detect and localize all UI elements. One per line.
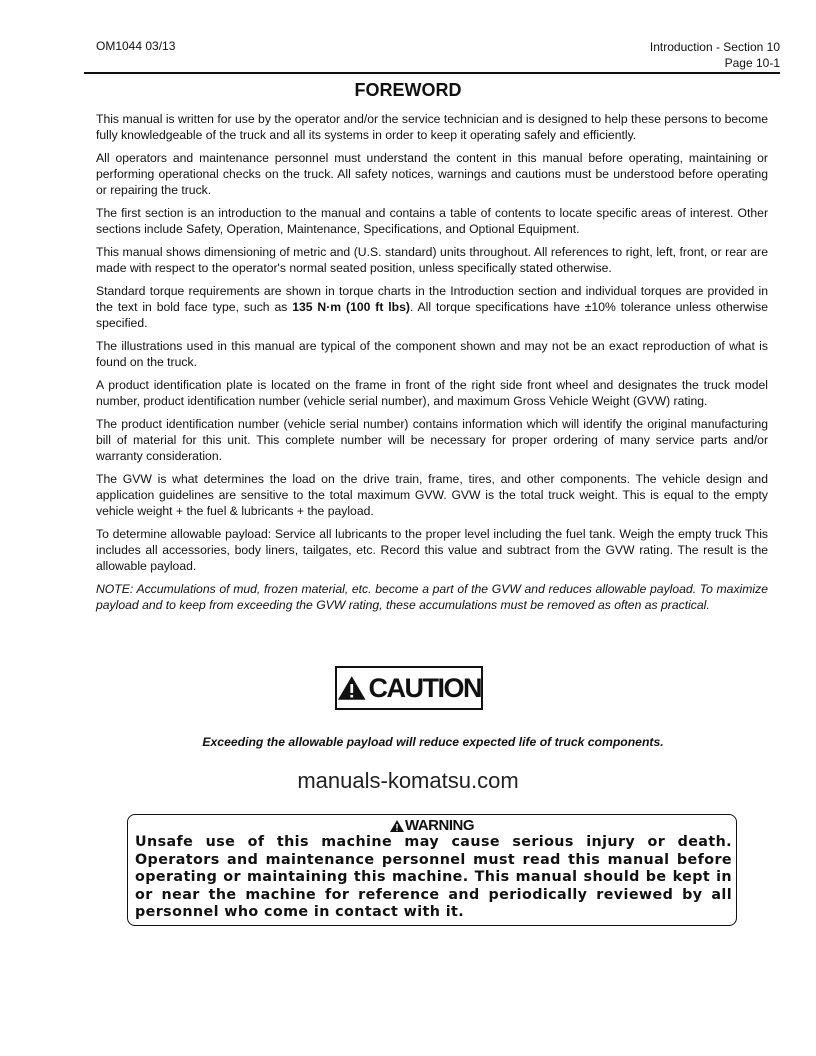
paragraph: The first section is an introduction to the manual and contains a table of contents to locate specific areas of interest. Other sections include Safety, Operation, Maintenance, Specifications, and Optional Equipment. xyxy=(96,206,768,236)
warning-label: WARNING xyxy=(405,817,474,834)
torque-value: 135 N·m (100 ft lbs) xyxy=(292,300,410,314)
paragraph: All operators and maintenance personnel must understand the content in this manual before operating, maintaining or performing operational checks on the truck. All safety notices, warnings and cautions must be understood before operating or repairing the truck. xyxy=(96,151,768,197)
paragraph: The product identification number (vehicle serial number) contains information which will identify the original manufacturing bill of material for this unit. This complete number will be necessary for proper ordering of many service parts and/or warranty consideration. xyxy=(96,417,768,463)
paragraph-torque xyxy=(96,283,768,331)
caution-box xyxy=(335,666,483,710)
paragraph: This manual shows dimensioning of metric and (U.S. standard) units throughout. All references to right, left, front, or rear are made with respect to the operator's normal seated position, unless specifically stated otherwise. xyxy=(96,245,768,275)
caution-message: Exceeding the allowable payload will reduce expected life of truck components. xyxy=(202,735,664,749)
caution-label: CAUTION xyxy=(368,672,481,703)
paragraph: The GVW is what determines the load on the drive train, frame, tires, and other components. The vehicle design and application guidelines are sensitive to the total maximum GVW. GVW is the total truck weight. This is equal to the empty vehicle weight + the fuel & lubricants + the payload. xyxy=(96,472,768,518)
document-id: OM1044 03/13 xyxy=(96,39,176,53)
paragraph: This manual is written for use by the operator and/or the service technician and is designed to help these persons to become fully knowledgeable of the truck and all its systems in order to keep it operating safely and efficiently. xyxy=(96,112,768,142)
page-title: FOREWORD xyxy=(354,80,462,100)
body-text xyxy=(96,111,768,620)
warning-box xyxy=(127,814,737,926)
warning-text: Unsafe use of this machine may cause serious injury or death. Operators and maintenance personnel must read this manual before operating or maintaining this machine. This manual should be kept in or near the machine for reference and periodically reviewed by all personnel who come in contact with it. xyxy=(135,834,732,921)
torque-text-end: . All torque specifications have ±10% tolerance unless otherwise specified. xyxy=(96,300,768,330)
header-rule xyxy=(84,72,780,74)
warning-triangle-icon xyxy=(337,675,367,701)
warning-title xyxy=(128,817,736,834)
page-header xyxy=(650,39,780,71)
paragraph: A product identification plate is located on the frame in front of the right side front wheel and designates the truck model number, product identification number (vehicle serial number), and maximum Gross Vehicle Weight (GVW) rating. xyxy=(96,378,768,408)
section-label: Introduction - Section 10 xyxy=(649,40,780,54)
page-number: Page 10-1 xyxy=(724,56,780,70)
paragraph: To determine allowable payload: Service all lubricants to the proper level including the fuel tank. Weigh the empty truck This includes all accessories, body liners, tailgates, etc. Record this value and subtract from the GVW rating. The result is the allowable payload. xyxy=(96,527,768,573)
warning-triangle-icon xyxy=(390,820,404,832)
paragraph: The illustrations used in this manual are typical of the component shown and may not be an exact reproduction of what is found on the truck. xyxy=(96,339,768,369)
note: NOTE: Accumulations of mud, frozen material, etc. become a part of the GVW and reduces allowable payload. To maximize payload and to keep from exceeding the GVW rating, these accumulations must be removed as often as practical. xyxy=(96,582,768,612)
watermark: manuals-komatsu.com xyxy=(297,768,519,793)
torque-text: Standard torque requirements are shown in torque charts in the Introduction section and individual torques are provided in the text in bold face type, such as xyxy=(96,284,768,314)
